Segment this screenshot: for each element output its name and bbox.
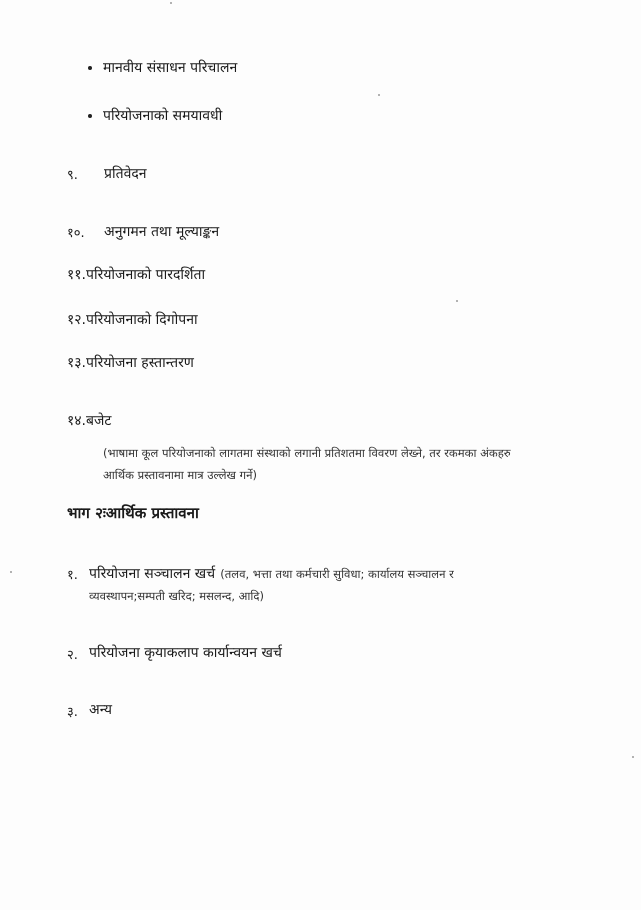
section-title: ११.परियोजनाको पारदर्शिता xyxy=(67,267,206,283)
scan-speck xyxy=(10,571,12,573)
section-number: ९. xyxy=(67,168,78,183)
bullet-dot xyxy=(88,66,92,70)
scan-speck xyxy=(170,2,172,4)
section-number: १०. xyxy=(67,226,85,241)
item-label: परियोजना सञ्चालन खर्च xyxy=(89,566,216,582)
scan-speck xyxy=(632,756,634,758)
section-title: प्रतिवेदन xyxy=(104,166,147,182)
item-detail: व्यवस्थापन;सम्पती खरिद; मसलन्द, आदि) xyxy=(89,589,264,603)
section-title: अनुगमन तथा मूल्याङ्कन xyxy=(104,224,220,240)
item-label: अन्य xyxy=(89,702,112,718)
bullet-item: परियोजनाको समयावधी xyxy=(103,108,223,124)
item-number: ३. xyxy=(67,705,78,720)
item-number: २. xyxy=(67,648,78,663)
section-title: १३.परियोजना हस्तान्तरण xyxy=(67,355,194,371)
budget-note-line: (भाषामा कूल परियोजनाको लागतमा संस्थाको लगानी प्रतिशतमा विवरण लेख्ने, तर रकमका अंकहरु xyxy=(103,446,511,460)
bullet-dot xyxy=(88,114,92,118)
scan-speck xyxy=(456,300,458,302)
item-number: १. xyxy=(67,568,78,583)
section-title: १२.परियोजनाको दिगोपना xyxy=(67,312,198,328)
part2-heading: भाग २ःआर्थिक प्रस्तावना xyxy=(67,504,199,522)
section-title: १४.बजेट xyxy=(67,413,112,429)
item-detail: (तलव, भत्ता तथा कर्मचारी सुविधा; कार्यालय सञ्चालन र xyxy=(220,567,454,581)
item-label: परियोजना कृयाकलाप कार्यान्वयन खर्च xyxy=(89,645,282,661)
scan-speck xyxy=(378,94,380,96)
part2-item xyxy=(89,563,454,583)
bullet-item: मानवीय संसाधन परिचालन xyxy=(103,60,238,76)
budget-note-line: आर्थिक प्रस्तावनामा मात्र उल्लेख गर्ने) xyxy=(103,468,257,482)
